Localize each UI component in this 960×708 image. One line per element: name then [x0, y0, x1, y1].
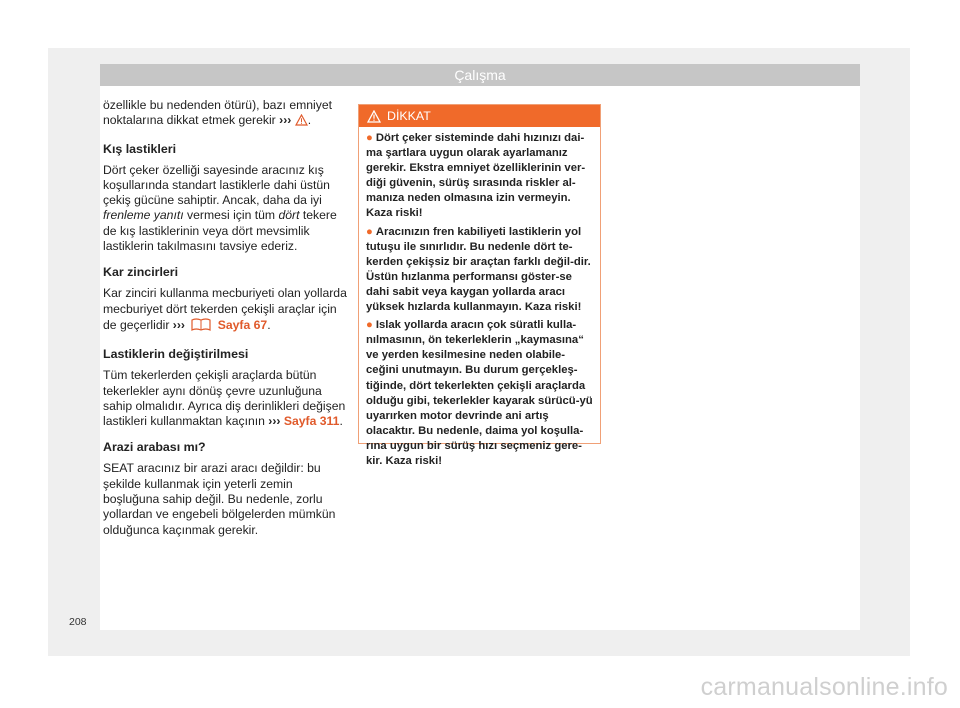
page-number: 208 [69, 616, 87, 628]
snow-chains-end: . [267, 317, 271, 332]
warning-item [366, 318, 593, 469]
intro-paragraph [103, 98, 347, 131]
tire-change-paragraph [103, 368, 347, 429]
winter-tires-italic-2: dört [278, 208, 300, 223]
warning-item [366, 131, 593, 222]
book-icon [190, 317, 212, 336]
winter-tires-italic-1: frenleme yanıtı [103, 208, 184, 223]
intro-end: . [307, 113, 312, 128]
winter-tires-text-1: Dört çeker özelliği sayesinde aracınız kış koşullarında standart lastiklerle dahi üstün çekiş gücüne sahiptir. Ancak, daha da iyi [103, 162, 330, 208]
offroad-paragraph: SEAT aracınız bir arazi aracı değildir: bu şekilde kullanmak için yeterli zemin boşluğuna sahip değil. Bu nedenle, zorlu yollardan ve engebeli bölgelerden mümkün olduğunca kaçınmak gerekir. [103, 461, 336, 537]
winter-tires-heading: Kış lastikleri [103, 141, 177, 156]
tire-change-page-link[interactable]: Sayfa 311 [283, 414, 340, 429]
offroad-heading: Arazi arabası mı? [103, 440, 206, 455]
winter-tires-paragraph [103, 163, 347, 255]
warning-body [359, 127, 600, 469]
header-title: Çalışma [454, 67, 506, 83]
snow-chains-paragraph [103, 286, 347, 336]
warning-triangle-icon [295, 114, 308, 130]
tire-change-arrows: ››› [268, 414, 281, 429]
tire-change-end: . [339, 414, 343, 429]
intro-arrows: ››› [279, 113, 292, 128]
snow-chains-heading: Kar zincirleri [103, 265, 179, 280]
snow-chains-arrows: ››› [172, 317, 185, 332]
tire-change-heading: Lastiklerin değiştirilmesi [103, 347, 249, 362]
warning-box [358, 104, 601, 467]
warning-item-text: Islak yollarda aracın çok süratli kulla-nılmasının, ön tekerleklerin „kaymasına“ ve yerden kesilmesine neden olabile-ceğini unutmayın. Bu durum gerçekleş-tiğinde, dört tekerlekten çekişli araçlarda olduğu gibi, tekerlekler kayarak sürücü-yü uyarırken motor devrinde ani artış olacaktır. Bu nedenle, daima yol koşulla-rına uygun bir sürüş hızı seçmeniz gere-kir. Kaza riski! [366, 319, 593, 467]
warning-title: DİKKAT [387, 109, 431, 123]
bullet-icon: ● [366, 225, 373, 238]
left-column [103, 98, 347, 549]
winter-tires-text-3: tekere de kış lastiklerinin veya dört mevsimlik lastiklerin takılmasını tavsiye ederiz. [103, 208, 337, 254]
snow-chains-text: Kar zinciri kullanma mecburiyeti olan yollarda mecburiyet dört tekerden çekişli araçlar için de geçerlidir [103, 286, 347, 332]
warning-item [366, 225, 593, 316]
warning-item-text: Aracınızın fren kabiliyeti lastiklerin yol tutuşu ile sınırlıdır. Bu nedenle dört te-kerden çekişsiz bir araçtan farklı değil-dir. Üstün hızlanma performansı göster-se dahi sabit veya kaygan yollarda aracı yüksek hızlarda kullanmayın. Kaza riski! [366, 225, 591, 314]
winter-tires-text-2: vermesi için tüm [187, 208, 276, 223]
bullet-icon: ● [366, 132, 373, 144]
warning-item-text: Dört çeker sisteminde dahi hızınızı dai-ma şartlara uygun olarak ayarlamanız gerekir. Ekstra emniyet özelliklerinin ver-diği güvenin, sürüş sırasında riskler al-manıza neden olmasına izin vermeyin. Kaza riski! [366, 132, 586, 220]
tire-change-text: Tüm tekerlerden çekişli araçlarda bütün tekerlekler aynı dönüş çevre uzunluğuna sahip olmalıdır. Ayrıca diş derinlikleri değişen lastikleri kullanmaktan kaçının [103, 368, 346, 429]
warning-header [359, 105, 600, 127]
intro-text: özellikle bu nedenden ötürü), bazı emniyet noktalarına dikkat etmek gerekir [103, 98, 332, 128]
header-bar [100, 64, 860, 86]
watermark: carmanualsonline.info [700, 673, 948, 701]
bullet-icon: ● [366, 319, 373, 332]
snow-chains-page-link[interactable]: Sayfa 67 [217, 317, 268, 332]
warning-triangle-icon [367, 108, 381, 130]
